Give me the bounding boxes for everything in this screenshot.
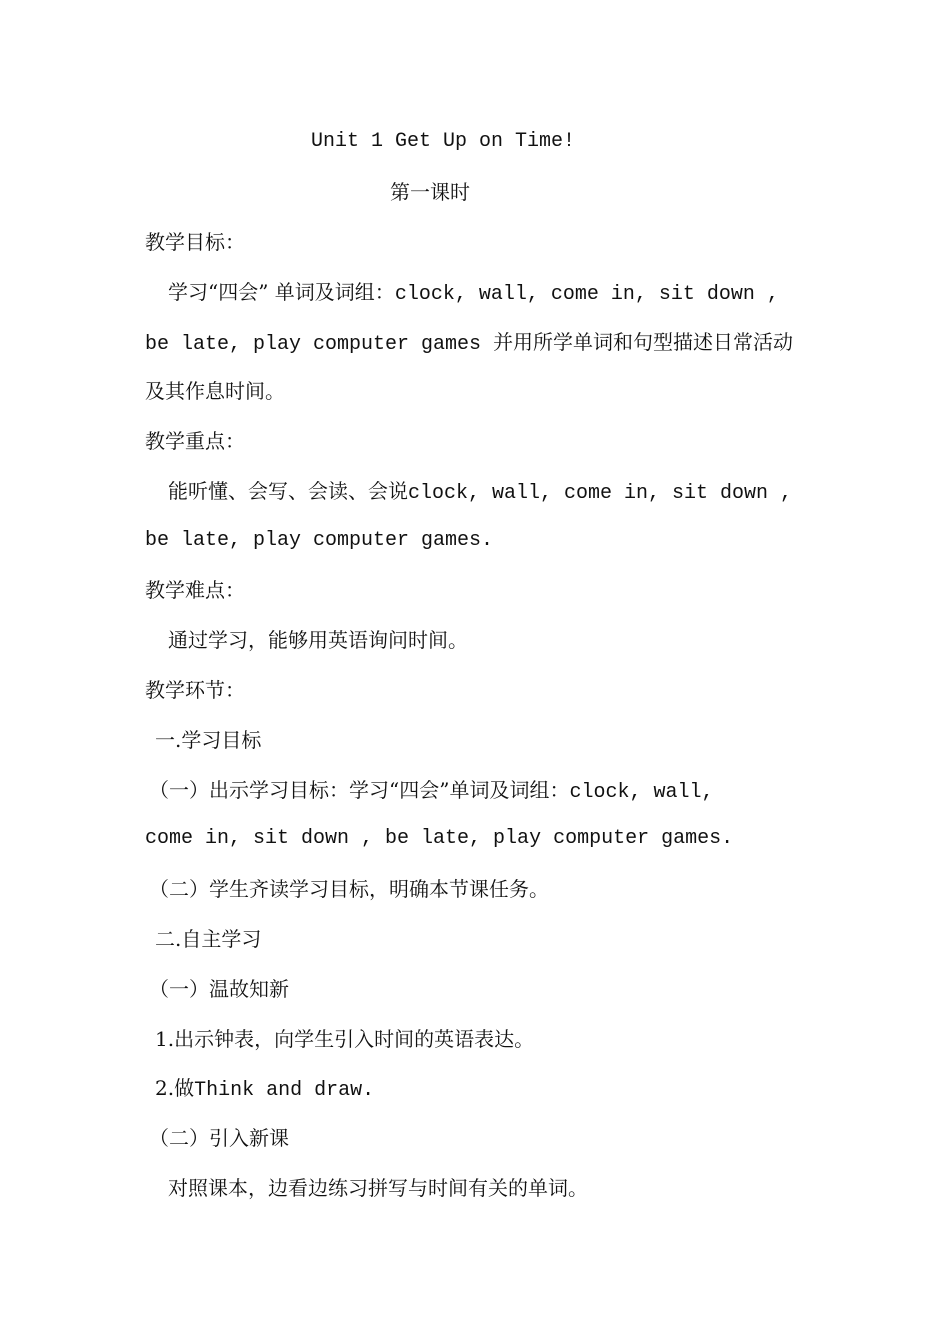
- section-1-title: 一.学习目标: [155, 728, 262, 752]
- section-1-item-2: （二）学生齐读学习目标，明确本节课任务。: [149, 877, 549, 901]
- objectives-line-2-cn: 并用所学单词和句型描述日常活动: [493, 330, 794, 354]
- objectives-heading: 教学目标：: [145, 230, 245, 254]
- doc-title: Unit 1 Get Up on Time!: [311, 130, 576, 153]
- objectives-line-2-en: be late, play computer games: [145, 333, 494, 356]
- section-2-sub-1: （一）温故知新: [149, 977, 289, 1001]
- difficulty-heading: 教学难点：: [145, 578, 245, 602]
- key-points-line-1-en: clock, wall, come in, sit down ,: [408, 482, 793, 505]
- section-2-sub-1-item-2-cn: 2.做: [155, 1076, 195, 1100]
- section-2-sub-2: （二）引入新课: [149, 1126, 289, 1150]
- section-2-sub-1-item-2: [155, 1075, 374, 1104]
- objectives-line-1-en: clock, wall, come in, sit down ,: [394, 283, 779, 306]
- teaching-steps-heading: 教学环节：: [145, 678, 245, 702]
- key-points-heading: 教学重点：: [145, 429, 245, 453]
- section-1-item-1-continued: come in, sit down , be late, play computer games.: [145, 827, 734, 850]
- objectives-line-3: 及其作息时间。: [145, 379, 285, 403]
- difficulty-line: 通过学习，能够用英语询问时间。: [168, 628, 468, 652]
- objectives-line-1: [168, 279, 779, 308]
- section-2-sub-1-item-1: 1.出示钟表，向学生引入时间的英语表达。: [155, 1027, 535, 1051]
- key-points-line-1-cn: 能听懂、会写、会读、会说: [168, 479, 408, 503]
- objectives-line-2: [145, 329, 793, 358]
- section-2-sub-1-item-2-en: Think and draw.: [194, 1079, 375, 1102]
- lesson-subtitle: 第一课时: [390, 180, 470, 204]
- section-1-item-1-cn: （一）出示学习目标：学习“四会”单词及词组：: [149, 778, 570, 802]
- section-1-item-1: [149, 777, 713, 806]
- objectives-line-1-cn: 学习“四会” 单词及词组：: [168, 280, 395, 304]
- key-points-line-1: [168, 478, 792, 507]
- key-points-line-2: be late, play computer games.: [145, 529, 494, 552]
- section-2-title: 二.自主学习: [155, 927, 262, 951]
- section-2-sub-2-text: 对照课本，边看边练习拼写与时间有关的单词。: [168, 1176, 588, 1200]
- section-1-item-1-en: clock, wall,: [569, 781, 714, 804]
